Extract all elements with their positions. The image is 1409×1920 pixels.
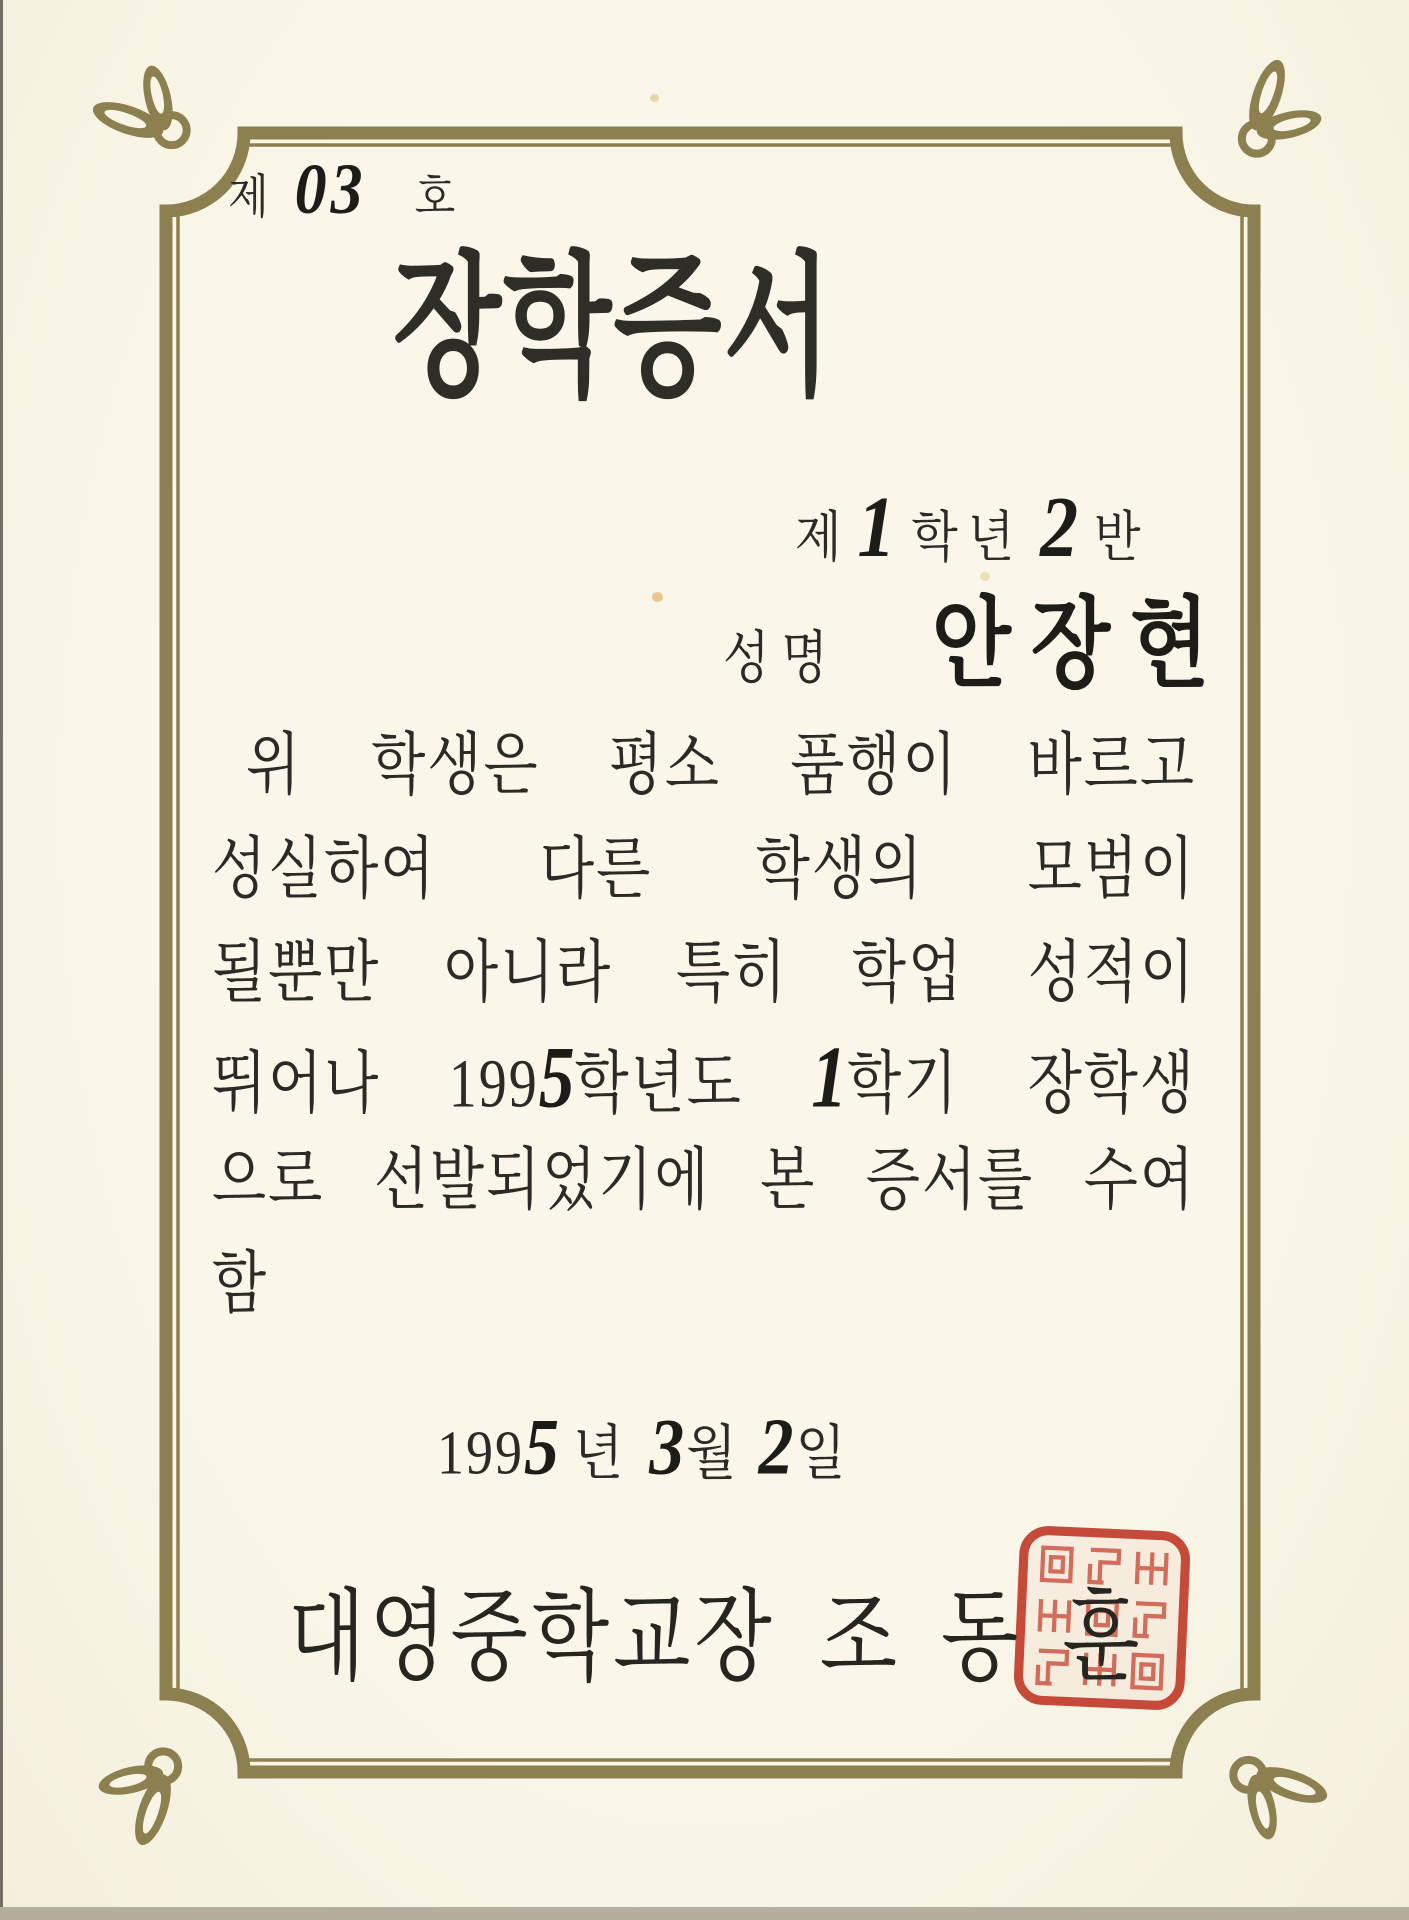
certificate-title: 장학증서 [393, 243, 834, 415]
serial-prefix: 제 [228, 172, 269, 225]
date-day-handwritten: 2 [758, 1403, 794, 1492]
signature-line [288, 1556, 1140, 1700]
citation-line-1: 위 학생은 평소 품행이 바르고 [246, 728, 1196, 805]
class-number: 2 [1040, 479, 1079, 576]
serial-number: 03 [294, 149, 367, 229]
citation-line-3: 될뿐만 아니라 특히 학업 성적이 [212, 935, 1196, 1012]
paper-stain [652, 592, 663, 602]
year-digit-handwritten: 5 [538, 1028, 575, 1127]
date-year-printed: 199 [437, 1418, 524, 1488]
serial-line [228, 148, 455, 231]
citation-line-6: 함 [212, 1246, 269, 1323]
principal-name-char-2: 동 [940, 1583, 1019, 1694]
grade-number: 1 [857, 479, 896, 576]
date-month-label: 월 [686, 1421, 737, 1488]
corner-leaf-ornament-bottom-left [79, 1726, 211, 1858]
school-principal-title: 대영중학교장 [288, 1583, 776, 1694]
principal-name-char-3: 훈 [1062, 1583, 1140, 1694]
citation-line-4-print-b: 학년도 [574, 1046, 743, 1123]
name-line [723, 566, 1229, 706]
date-line [437, 1402, 846, 1494]
date-year-label: 년 [573, 1421, 624, 1488]
citation-line-4-print-a: 뛰어나 199 [212, 1046, 539, 1123]
citation-line-5: 으로 선발되었기에 본 증서를 수여 [212, 1143, 1196, 1219]
recipient-name: 안장현 [931, 590, 1230, 700]
name-label: 성명 [723, 627, 840, 691]
date-year-handwritten: 5 [524, 1403, 559, 1492]
paper-stain [650, 94, 659, 102]
scan-edge-left [0, 0, 3, 1920]
date-month-handwritten: 3 [649, 1403, 685, 1492]
date-day-label: 일 [795, 1421, 846, 1488]
class-label: 반 [1094, 507, 1141, 569]
citation-line-4 [212, 1026, 1196, 1130]
semester-digit-handwritten: 1 [811, 1028, 848, 1127]
scan-edge-bottom [0, 1907, 1409, 1920]
corner-leaf-ornament-top-left [80, 46, 212, 178]
corner-leaf-ornament-bottom-right [1208, 1727, 1340, 1859]
serial-suffix: 호 [414, 172, 456, 225]
citation-line-2: 성실하여 다른 학생의 모범이 [212, 832, 1196, 908]
grade-class-line [795, 478, 1141, 578]
principal-name-char-1: 조 [819, 1583, 897, 1694]
grade-prefix: 제 [795, 507, 842, 569]
citation-text [212, 715, 1196, 1337]
grade-label: 학년 [911, 507, 1025, 569]
citation-line-4-print-c: 학기 장학생 [847, 1046, 1197, 1123]
corner-leaf-ornament-top-right [1209, 47, 1341, 179]
